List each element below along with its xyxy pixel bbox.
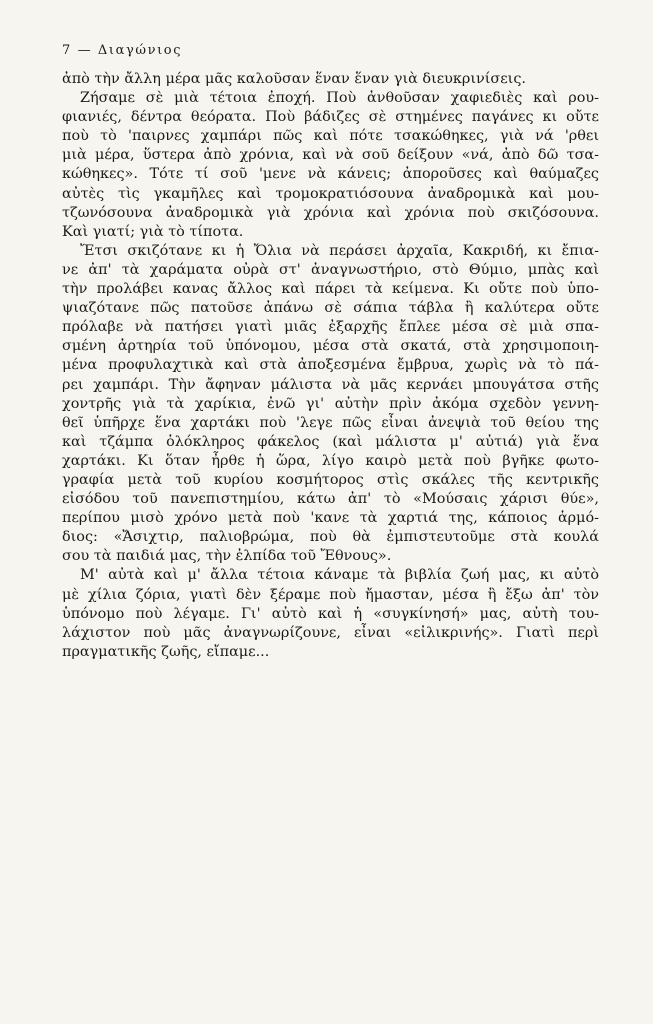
text-line: ὑπόνομο ποὺ λέγαμε. Γι' αὐτὸ καὶ ἡ «συγκίνησή» μας, αὐτὴ του- — [62, 605, 599, 622]
body-text — [62, 70, 599, 662]
text-line: τζωνόσουνα ἀναδρομικὰ γιὰ χρόνια καὶ χρόνια ποὺ σκιζόσουνα. — [62, 204, 599, 221]
text-line: κώθηκες». Τότε τί σοῦ 'μενε νὰ κάνεις; ἀποροῦσες καὶ θαύμαζες — [62, 166, 599, 183]
text-line: καὶ τζάμπα ὁλόκληρος φάκελος (καὶ μάλιστα μ' αὐτιά) γιὰ ἕνα — [62, 433, 599, 450]
text-line: γραφία μετὰ τοῦ κυρίου κοσμήτορος στὶς σκάλες τῆς κεντρικῆς — [62, 471, 599, 488]
text-line: σμένη ἀρτηρία τοῦ ὑπόνομου, μέσα στὰ σκατά, στὰ χρησιμοποιη- — [62, 338, 599, 355]
text-line: πρόλαβε νὰ πατήσει γιατὶ μιᾶς ἐξαρχῆς ἔπλεε μέσα σὲ μιὰ σπα- — [62, 319, 599, 336]
text-line: χαρτάκι. Κι ὅταν ἦρθε ἡ ὥρα, λίγο καιρὸ μετὰ ποὺ βγῆκε φωτο- — [62, 452, 599, 469]
text-line: εἰσόδου τοῦ πανεπιστημίου, κάτω ἀπ' τὸ «Μούσαις χάρισι θύε», — [62, 491, 599, 508]
text-line: Ἔτσι σκιζότανε κι ἡ Ὄλια νὰ περάσει ἀρχαῖα, Κακριδή, κι ἔπια- — [80, 242, 599, 259]
text-line: μένα προφυλαχτικὰ καὶ στὰ ἀποξεσμένα ἔμβρυα, χωρὶς νὰ τὸ πά- — [62, 357, 599, 374]
text-line: φιανιές, δέντρα θεόρατα. Ποὺ βάδιζες σὲ στημένες παγάνες κι οὔτε — [62, 109, 599, 126]
text-line: λάχιστον ποὺ μᾶς ἀναγνωρίζουνε, εἶναι «εἰλικρινής». Γιατὶ περὶ — [62, 624, 599, 641]
text-line: ρει χαμπάρι. Τὴν ἄφηναν μάλιστα νὰ μᾶς κερνάει μπουγάτσα στῆς — [62, 376, 599, 393]
text-line: ποὺ τὸ 'παιρνες χαμπάρι πῶς καὶ πότε τσακώθηκες, γιὰ νά 'ρθει — [62, 128, 599, 145]
text-line: Ζήσαμε σὲ μιὰ τέτοια ἐποχή. Ποὺ ἀνθοῦσαν χαφιεδιὲς καὶ ρου- — [80, 90, 599, 107]
text-line: διος: «Ἄσιχτιρ, παλιοβρώμα, ποὺ θὰ ἐμπιστευτοῦμε στὰ κουλά — [62, 529, 599, 546]
text-line: σου τὰ παιδιά μας, τὴν ἐλπίδα τοῦ Ἔθνους». — [62, 548, 392, 565]
text-line: νε ἀπ' τὰ χαράματα οὐρὰ στ' ἀναγνωστήριο, στὸ Θύμιο, μπὰς καὶ — [62, 261, 599, 278]
text-line: θεῖ ὑπῆρχε ἕνα χαρτάκι ποὺ 'λεγε πῶς εἶναι ἀνεψιὰ τοῦ θείου της — [62, 414, 599, 431]
text-line: ψιαζότανε πῶς πατοῦσε ἀπάνω σὲ σάπια τάβλα ἢ καλύτερα οὔτε — [62, 300, 599, 317]
text-line: τὴν προλάβει κανας ἄλλος καὶ πάρει τὰ κείμενα. Κι οὔτε ποὺ ὑπο- — [62, 281, 599, 298]
text-line: πραγματικῆς ζωῆς, εἴπαμε... — [62, 643, 270, 660]
text-line: χοντρῆς γιὰ τὰ χαρίκια, ἐνῶ γι' αὐτὴν πρὶν ἀκόμα σχεδὸν γεννη- — [62, 395, 599, 412]
text-line: ἀπὸ τὴν ἄλλη μέρα μᾶς καλοῦσαν ἕναν ἕναν γιὰ διευκρινίσεις. — [62, 71, 526, 87]
text-line: Καὶ γιατί; γιὰ τὸ τίποτα. — [62, 223, 244, 240]
text-line: μὲ χίλια ζόρια, γιατὶ δὲν ξέραμε ποὺ ἤμασταν, μέσα ἢ ἔξω ἀπ' τὸν — [62, 586, 599, 603]
running-head: 7 — Διαγώνιος — [62, 43, 183, 58]
text-line: μιὰ μέρα, ὕστερα ἀπὸ χρόνια, καὶ νὰ σοῦ δείξουν «νά, ἀπὸ δῶ τσα- — [62, 147, 599, 164]
text-line: περίπου μισὸ χρόνο μετὰ ποὺ 'κανε τὰ χαρτιά της, κάποιος ἁρμό- — [62, 510, 599, 527]
text-line: Μ' αὐτὰ καὶ μ' ἄλλα τέτοια κάναμε τὰ βιβλία ζωή μας, κι αὐτὸ — [80, 567, 599, 584]
text-line: αὐτὲς τὶς γκαμῆλες καὶ τρομοκρατιόσουνα ἀναδρομικὰ καὶ μου- — [62, 185, 599, 202]
